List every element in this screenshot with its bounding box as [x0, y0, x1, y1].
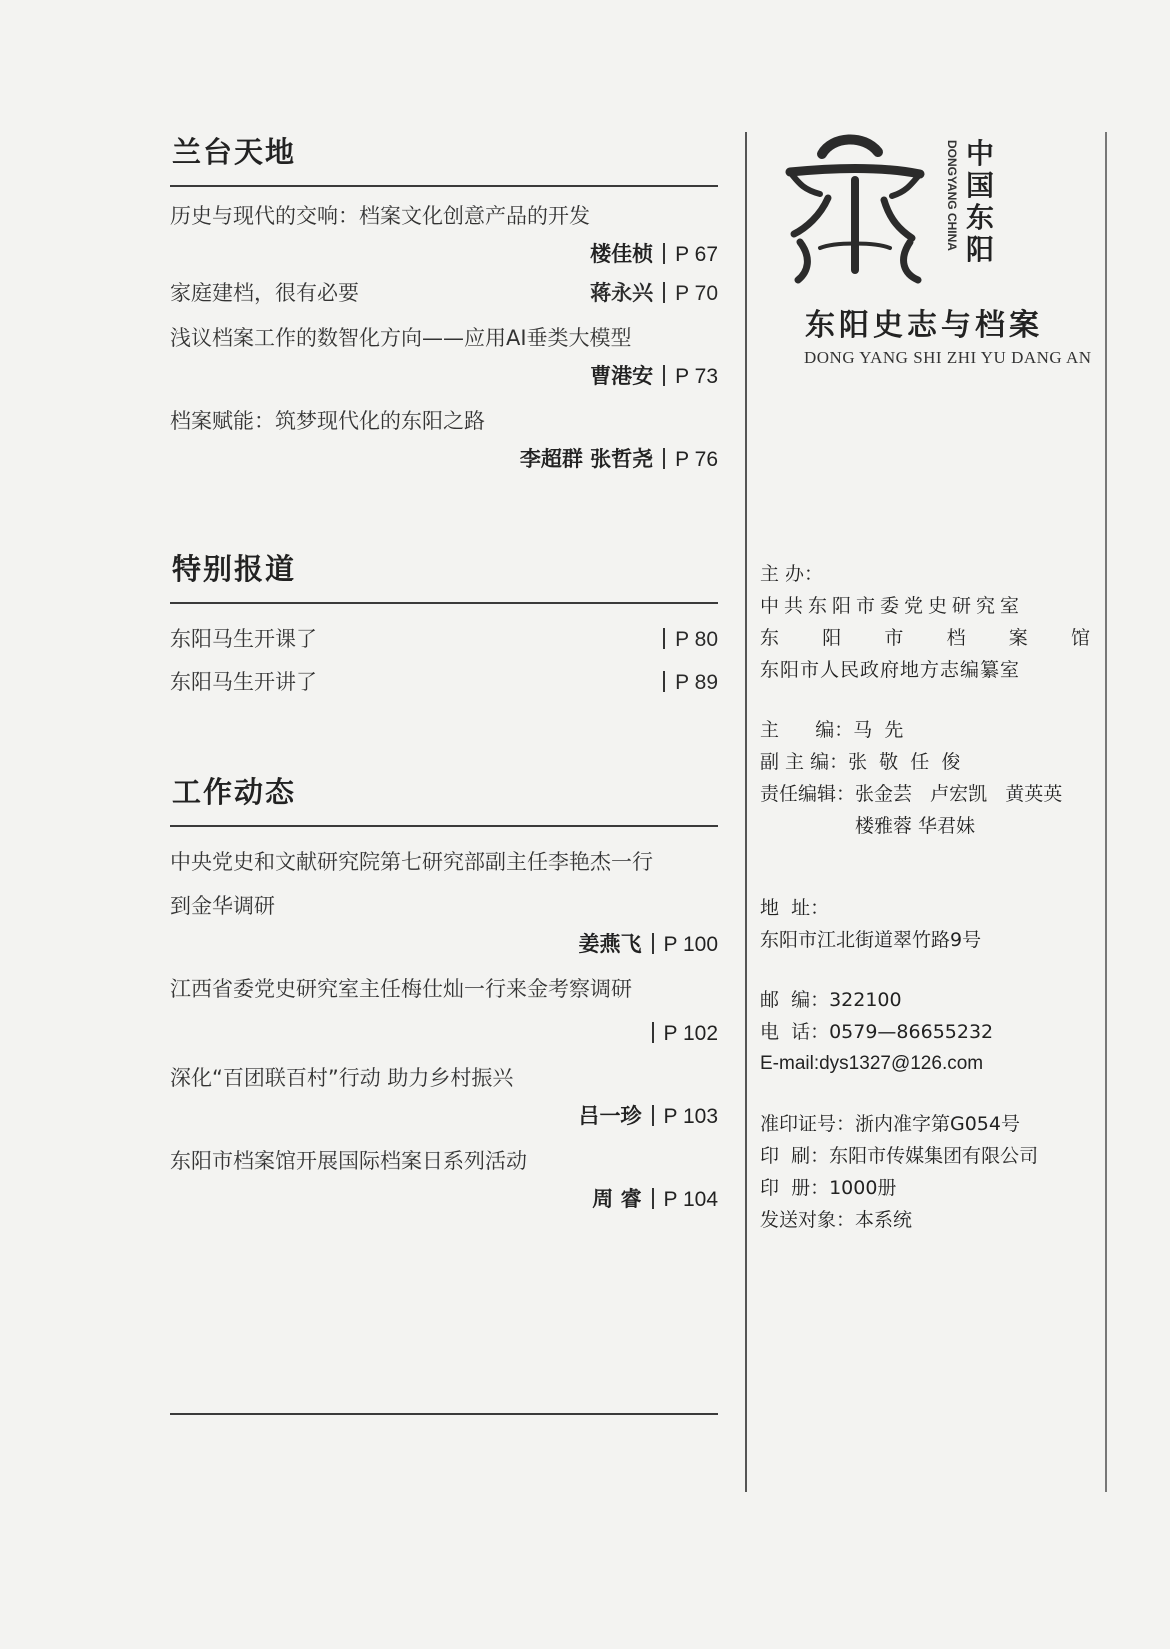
bottom-rule — [170, 1413, 718, 1415]
separator-bar — [652, 1022, 654, 1043]
recipients: 发送对象：本系统 — [760, 1209, 913, 1231]
deputy-editor: 张 敬 任 俊 — [848, 751, 961, 773]
entry-author: 姜燕飞 — [578, 932, 642, 956]
column-divider-left — [745, 132, 747, 1492]
sponsor-org: 东阳市人民政府地方志编纂室 — [760, 659, 1021, 681]
address: 东阳市江北街道翠竹路9号 — [760, 929, 982, 951]
section-rule — [170, 185, 718, 187]
phone: 电 话：0579—86655232 — [760, 1021, 994, 1043]
logo-chinese-text: 中国东阳 — [966, 137, 995, 266]
printing-block — [760, 1108, 1105, 1236]
entry-title[interactable]: 东阳马生开讲了 — [170, 670, 317, 694]
separator-bar — [652, 1105, 654, 1126]
postcode: 邮 编：322100 — [760, 989, 902, 1011]
table-of-contents — [170, 130, 718, 1215]
entry-meta — [170, 444, 718, 475]
contact-block — [760, 984, 1105, 1080]
entry-author: 吕一珍 — [578, 1104, 642, 1128]
entry-title[interactable]: 家庭建档，很有必要 — [170, 281, 359, 305]
magazine-subtitle: DONG YANG SHI ZHI YU DANG AN — [804, 348, 1092, 367]
section-rule — [170, 825, 718, 827]
sponsors-block — [760, 558, 1105, 686]
entry-title-continued[interactable]: 到金华调研 — [170, 894, 275, 918]
list-item[interactable] — [170, 278, 718, 309]
responsible-editors: 张金芸 卢宏凯 黄英英 — [855, 783, 1063, 805]
deputy-editor-row — [760, 746, 1105, 778]
separator-bar — [663, 243, 665, 264]
entry-title[interactable]: 深化“百团联百村”行动 助力乡村振兴 — [170, 1066, 514, 1090]
list-item[interactable] — [170, 624, 718, 655]
list-item[interactable] — [170, 667, 718, 698]
dongyang-calligraphy-logo-icon — [760, 130, 1100, 290]
entry-author: 李超群 张哲尧 — [519, 447, 654, 471]
deputy-editor-label: 副 主 编： — [760, 751, 849, 773]
entry-page: P 104 — [663, 1188, 718, 1211]
org-char: 阳 — [822, 627, 842, 649]
org-char: 市 — [884, 627, 904, 649]
separator-bar — [663, 448, 665, 469]
entry-meta — [590, 278, 718, 309]
entry-author: 蒋永兴 — [590, 281, 654, 305]
section-rule — [170, 602, 718, 604]
sponsor-org: 中共东阳市委党史研究室 — [760, 595, 1025, 617]
separator-bar — [663, 671, 665, 692]
entry-page: P 67 — [675, 243, 718, 266]
section-work-news — [170, 770, 718, 1215]
editors-block — [760, 714, 1105, 842]
entry-title[interactable]: 东阳马生开课了 — [170, 627, 317, 651]
entry-meta — [653, 667, 718, 698]
entry-page: P 73 — [675, 365, 718, 388]
separator-bar — [663, 365, 665, 386]
separator-bar — [663, 282, 665, 303]
column-divider-right — [1105, 132, 1107, 1492]
entry-title[interactable]: 江西省委党史研究室主任梅仕灿一行来金考察调研 — [170, 977, 632, 1001]
address-label: 地 址： — [760, 897, 830, 919]
entry-author: 曹港安 — [590, 364, 654, 388]
entry-title[interactable]: 历史与现代的交响：档案文化创意产品的开发 — [170, 204, 590, 228]
entry-title[interactable]: 浅议档案工作的数智化方向——应用AI垂类大模型 — [170, 326, 632, 350]
entry-title[interactable]: 中央党史和文献研究院第七研究部副主任李艳杰一行 — [170, 850, 653, 874]
entry-meta — [170, 929, 718, 960]
address-block — [760, 892, 1105, 956]
responsible-editor-label: 责任编辑： — [760, 783, 856, 805]
entry-page: P 100 — [663, 933, 718, 956]
logo-english-text: DONGYANG CHINA — [945, 140, 959, 251]
email[interactable]: E-mail:dys1327@126.com — [760, 1053, 984, 1074]
entry-page: P 103 — [663, 1105, 718, 1128]
entry-page: P 102 — [663, 1022, 718, 1045]
logo — [760, 130, 1105, 290]
org-char: 案 — [1008, 627, 1028, 649]
org-char: 东 — [760, 627, 780, 649]
print-copies: 印 册：1000册 — [760, 1177, 897, 1199]
separator-bar — [652, 1188, 654, 1209]
entry-title[interactable]: 东阳市档案馆开展国际档案日系列活动 — [170, 1149, 527, 1173]
chief-editor: 马 先 — [853, 719, 904, 741]
entry-page: P 76 — [675, 448, 718, 471]
chief-editor-row — [760, 714, 1105, 746]
entry-page: P 89 — [675, 671, 718, 694]
masthead-panel — [760, 130, 1105, 1236]
org-char: 档 — [946, 627, 966, 649]
entry-author: 周 睿 — [592, 1187, 642, 1211]
sponsor-org — [760, 622, 1090, 654]
entry-meta — [170, 1101, 718, 1132]
printer: 印 刷：东阳市传媒集团有限公司 — [760, 1145, 1039, 1167]
entry-meta — [170, 1018, 718, 1049]
entry-meta — [170, 1184, 718, 1215]
sponsor-label: 主 办： — [760, 563, 824, 585]
entry-page: P 80 — [675, 628, 718, 651]
entry-meta — [170, 361, 718, 392]
entry-page: P 70 — [675, 282, 718, 305]
print-permit: 准印证号：浙内准字第G054号 — [760, 1113, 1020, 1135]
magazine-title: 东阳史志与档案 — [805, 308, 1043, 343]
org-char: 馆 — [1070, 627, 1090, 649]
section-title: 兰台天地 — [172, 135, 297, 169]
chief-editor-label: 主 编： — [760, 719, 854, 741]
responsible-editor-row — [760, 778, 1105, 810]
responsible-editors-continued: 楼雅蓉 华君妹 — [855, 815, 976, 837]
entry-meta — [170, 239, 718, 270]
entry-meta — [653, 624, 718, 655]
separator-bar — [663, 628, 665, 649]
section-title: 工作动态 — [172, 775, 297, 809]
entry-author: 楼佳桢 — [590, 242, 654, 266]
entry-title[interactable]: 档案赋能：筑梦现代化的东阳之路 — [170, 409, 485, 433]
section-special — [170, 547, 718, 698]
section-title: 特别报道 — [172, 552, 297, 586]
separator-bar — [652, 933, 654, 954]
section-lantai — [170, 130, 718, 475]
